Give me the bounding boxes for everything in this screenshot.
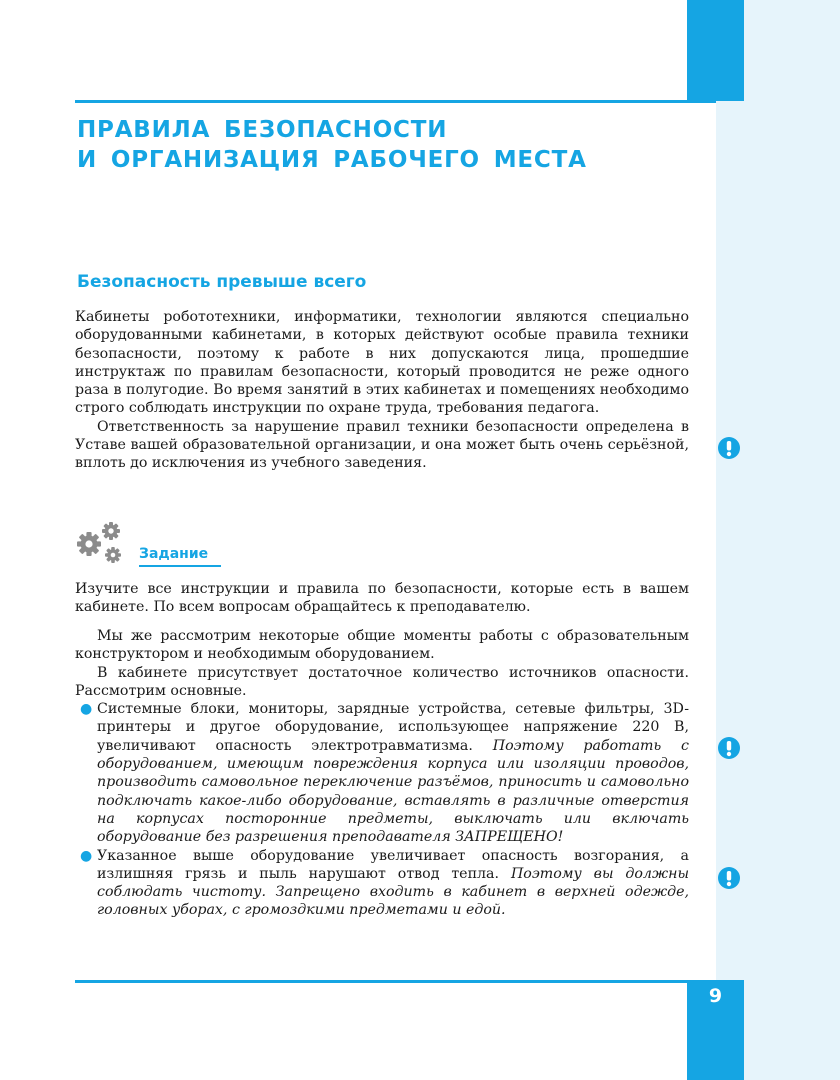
top-tab xyxy=(687,0,744,101)
body-text xyxy=(75,627,689,920)
list-item xyxy=(75,847,689,920)
chapter-title xyxy=(77,115,697,175)
bullet-icon: ● xyxy=(80,847,93,864)
bullet-icon: ● xyxy=(80,701,93,718)
bullet-italic-text: Поэтому работать с оборудованием, имеющим повреждения корпуса или изоляции проводов, производить самовольное переключение разъёмов, приносить и самовольно подключать какое-либо оборудование, вставлять в различные отверстия на корпусах посторонние предметы, выключать или включать оборудование без разрешения преподавателя ЗАПРЕЩЕНО! xyxy=(97,737,689,846)
bullet-text: Указанное выше оборудование увеличивает опасность возгорания, а излишняя грязь и пыль нарушают отвод тепла. xyxy=(97,847,689,882)
hazard-list xyxy=(75,700,689,920)
chapter-title-line1: ПРАВИЛА БЕЗОПАСНОСТИ xyxy=(77,117,448,143)
top-rule xyxy=(75,100,716,103)
exclamation-icon xyxy=(718,867,740,889)
gears-icon xyxy=(75,520,127,566)
exclamation-icon xyxy=(718,437,740,459)
list-item xyxy=(75,700,689,846)
exclamation-icon xyxy=(718,737,740,759)
section-title: Безопасность превыше всего xyxy=(77,272,367,292)
task-underline xyxy=(139,565,221,567)
bullet-text: Системные блоки, мониторы, зарядные устройства, сетевые фильтры, 3D-принтеры и другое оборудование, использующее напряжение 220 В, увеличивают опасность электротравматизма. xyxy=(97,701,689,754)
task-text-block xyxy=(75,580,689,617)
task-text: Изучите все инструкции и правила по безопасности, которые есть в вашем кабинете. По всем вопросам обращайтесь к преподавателю. xyxy=(75,581,689,616)
body-paragraph-2: В кабинете присутствует достаточное количество источников опасности. Рассмотрим основные. xyxy=(75,664,689,699)
page-number: 9 xyxy=(708,985,723,1007)
section-paragraph-2: Ответственность за нарушение правил техники безопасности определена в Уставе вашей образовательной организации, и она может быть очень серьёзной, вплоть до исключения из учебного заведения. xyxy=(75,418,689,472)
chapter-title-line2: И ОРГАНИЗАЦИЯ РАБОЧЕГО МЕСТА xyxy=(77,147,587,173)
section-paragraph-1: Кабинеты робототехники, информатики, технологии являются специально оборудованными кабинетами, в которых действуют особые правила техники безопасности, поэтому к работе в них допускаются лица, прошедшие инструктаж по правилам безопасности, который проводится не реже одного раза в полугодие. Во время занятий в этих кабинетах и помещениях необходимо строго соблюдать инструкции по охране труда, требования педагога. xyxy=(75,309,689,417)
margin-strip xyxy=(716,0,840,1080)
section-text xyxy=(75,308,689,473)
bottom-rule xyxy=(75,980,716,983)
body-paragraph-1: Мы же рассмотрим некоторые общие моменты работы с образовательным конструктором и необходимым оборудованием. xyxy=(75,628,689,663)
bullet-italic-text: Поэтому вы должны соблюдать чистоту. Запрещено входить в кабинет в верхней одежде, головных уборах, с громоздкими предметами и едой. xyxy=(97,865,689,919)
task-label: Задание xyxy=(139,546,209,562)
task-heading xyxy=(75,520,225,568)
